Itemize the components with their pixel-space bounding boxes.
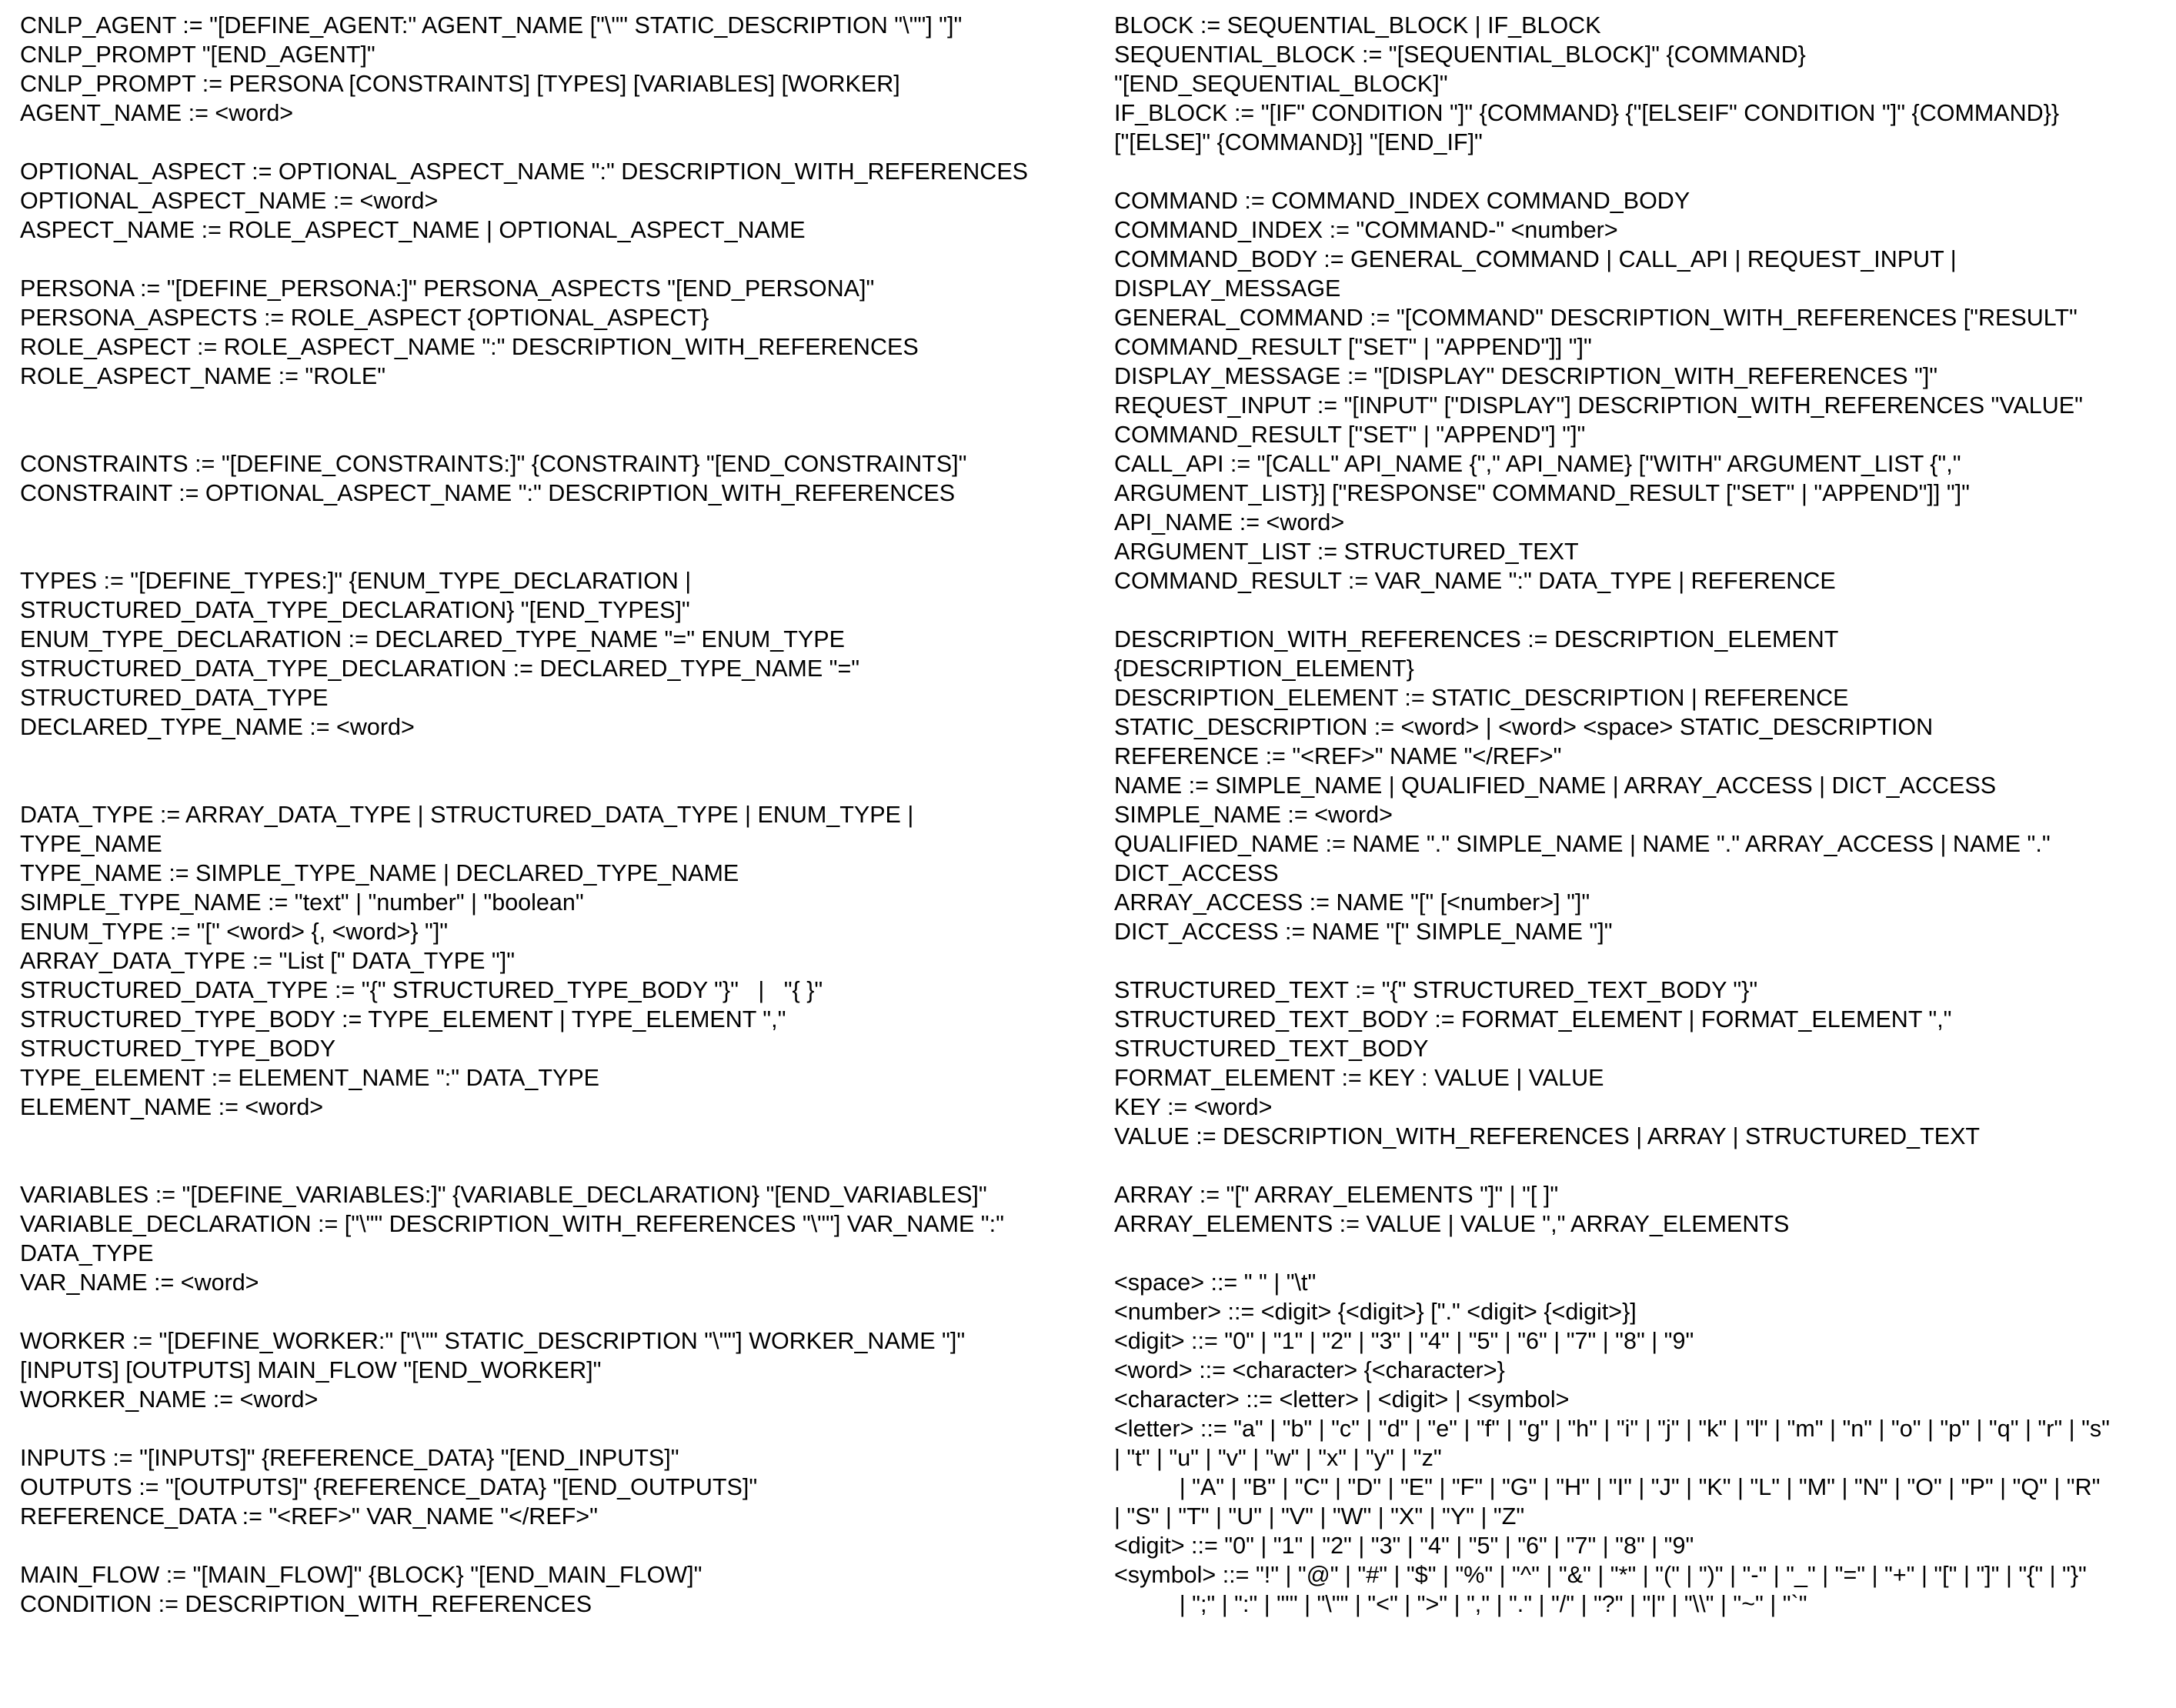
grammar-line: QUALIFIED_NAME := NAME "." SIMPLE_NAME | NAME "." ARRAY_ACCESS | NAME "."	[1114, 831, 2051, 857]
grammar-line: OPTIONAL_ASPECT_NAME := <word>	[20, 188, 439, 214]
grammar-line: DECLARED_TYPE_NAME := <word>	[20, 714, 415, 740]
blank-line	[20, 1297, 1097, 1326]
grammar-line: OPTIONAL_ASPECT := OPTIONAL_ASPECT_NAME ":" DESCRIPTION_WITH_REFERENCES	[20, 158, 1029, 185]
grammar-line: CNLP_AGENT := "[DEFINE_AGENT:" AGENT_NAME ["\"" STATIC_DESCRIPTION "\""] "]"	[20, 12, 963, 38]
grammar-line: ARRAY_DATA_TYPE := "List [" DATA_TYPE "]"	[20, 948, 516, 974]
grammar-line: REFERENCE := "<REF>" NAME "</REF>"	[1114, 743, 1562, 769]
blank-line	[1114, 1151, 2170, 1180]
blank-line	[20, 420, 1097, 449]
grammar-line: API_NAME := <word>	[1114, 509, 1345, 535]
grammar-line: <character> ::= <letter> | <digit> | <symbol>	[1114, 1386, 1570, 1413]
grammar-line: <number> ::= <digit> {<digit>} ["." <digit> {<digit>}]	[1114, 1299, 1637, 1325]
grammar-line: <letter> ::= "a" | "b" | "c" | "d" | "e" | "f" | "g" | "h" | "i" | "j" | "k" | "l" | "m" | "n" | "o" | "p" | "q" | "r" | "s"	[1114, 1416, 2110, 1442]
grammar-line: DATA_TYPE := ARRAY_DATA_TYPE | STRUCTURED_DATA_TYPE | ENUM_TYPE |	[20, 802, 914, 828]
grammar-line: CALL_API := "[CALL" API_NAME {"," API_NAME} ["WITH" ARGUMENT_LIST {","	[1114, 451, 1961, 477]
grammar-line: CONDITION := DESCRIPTION_WITH_REFERENCES	[20, 1591, 592, 1617]
blank-line	[20, 1122, 1097, 1151]
grammar-line: STRUCTURED_DATA_TYPE_DECLARATION} "[END_TYPES]"	[20, 597, 690, 623]
grammar-line: ARRAY_ELEMENTS := VALUE | VALUE "," ARRAY_ELEMENTS	[1114, 1211, 1790, 1237]
blank-line	[20, 1414, 1097, 1443]
grammar-line: ARRAY_ACCESS := NAME "[" [<number>] "]"	[1114, 889, 1590, 916]
blank-line	[1114, 946, 2170, 976]
grammar-line: COMMAND_RESULT ["SET" | "APPEND"]] "]"	[1114, 334, 1592, 360]
blank-line	[1114, 1239, 2170, 1268]
blank-line	[20, 508, 1097, 537]
grammar-line: FORMAT_ELEMENT := KEY : VALUE | VALUE	[1114, 1065, 1604, 1091]
grammar-line: ROLE_ASPECT_NAME := "ROLE"	[20, 363, 386, 389]
grammar-line: VARIABLES := "[DEFINE_VARIABLES:]" {VARIABLE_DECLARATION} "[END_VARIABLES]"	[20, 1182, 987, 1208]
grammar-line: WORKER_NAME := <word>	[20, 1386, 319, 1413]
grammar-line: STRUCTURED_DATA_TYPE_DECLARATION := DECLARED_TYPE_NAME "="	[20, 656, 860, 682]
grammar-line: STRUCTURED_DATA_TYPE := "{" STRUCTURED_TYPE_BODY "}" | "{ }"	[20, 977, 823, 1003]
grammar-line: CNLP_PROMPT "[END_AGENT]"	[20, 42, 375, 68]
blank-line	[20, 1151, 1097, 1180]
grammar-line: ARGUMENT_LIST := STRUCTURED_TEXT	[1114, 539, 1579, 565]
grammar-line: <digit> ::= "0" | "1" | "2" | "3" | "4" | "5" | "6" | "7" | "8" | "9"	[1114, 1533, 1694, 1559]
grammar-line: CONSTRAINTS := "[DEFINE_CONSTRAINTS:]" {CONSTRAINT} "[END_CONSTRAINTS]"	[20, 451, 967, 477]
grammar-line: | ";" | ":" | "'" | "\"" | "<" | ">" | "," | "." | "/" | "?" | "|" | "\\" | "~" | "`"	[1114, 1591, 1807, 1617]
blank-line	[20, 128, 1097, 157]
grammar-line: ARGUMENT_LIST}] ["RESPONSE" COMMAND_RESULT ["SET" | "APPEND"]] "]"	[1114, 480, 1970, 506]
grammar-line: <word> ::= <character> {<character>}	[1114, 1357, 1505, 1383]
blank-line	[20, 391, 1097, 420]
grammar-line: SIMPLE_TYPE_NAME := "text" | "number" | "boolean"	[20, 889, 584, 916]
blank-line	[20, 245, 1097, 274]
grammar-line: TYPE_NAME	[20, 831, 162, 857]
grammar-line: IF_BLOCK := "[IF" CONDITION "]" {COMMAND} {"[ELSEIF" CONDITION "]" {COMMAND}}	[1114, 100, 2060, 126]
grammar-line: STRUCTURED_TYPE_BODY	[20, 1036, 336, 1062]
blank-line	[20, 537, 1097, 566]
grammar-line: GENERAL_COMMAND := "[COMMAND" DESCRIPTION_WITH_REFERENCES ["RESULT"	[1114, 305, 2078, 331]
grammar-right-column	[1114, 11, 2170, 1619]
grammar-line: SEQUENTIAL_BLOCK := "[SEQUENTIAL_BLOCK]" {COMMAND}	[1114, 42, 1806, 68]
grammar-line: STRUCTURED_TEXT_BODY := FORMAT_ELEMENT | FORMAT_ELEMENT ","	[1114, 1006, 1952, 1032]
grammar-line: VALUE := DESCRIPTION_WITH_REFERENCES | ARRAY | STRUCTURED_TEXT	[1114, 1123, 1981, 1149]
grammar-line: VAR_NAME := <word>	[20, 1269, 259, 1296]
grammar-line: STATIC_DESCRIPTION := <word> | <word> <space> STATIC_DESCRIPTION	[1114, 714, 1934, 740]
grammar-line: | "A" | "B" | "C" | "D" | "E" | "F" | "G" | "H" | "I" | "J" | "K" | "L" | "M" | "N" | "O" | "P" | "Q" | "R"	[1114, 1474, 2101, 1500]
grammar-line: COMMAND_RESULT := VAR_NAME ":" DATA_TYPE | REFERENCE	[1114, 568, 1836, 594]
grammar-line: <space> ::= " " | "\t"	[1114, 1269, 1317, 1296]
grammar-line: STRUCTURED_DATA_TYPE	[20, 685, 329, 711]
grammar-line: PERSONA_ASPECTS := ROLE_ASPECT {OPTIONAL_ASPECT}	[20, 305, 709, 331]
grammar-line: DISPLAY_MESSAGE	[1114, 275, 1341, 302]
grammar-line: MAIN_FLOW := "[MAIN_FLOW]" {BLOCK} "[END_MAIN_FLOW]"	[20, 1562, 703, 1588]
grammar-line: ROLE_ASPECT := ROLE_ASPECT_NAME ":" DESCRIPTION_WITH_REFERENCES	[20, 334, 919, 360]
grammar-line: WORKER := "[DEFINE_WORKER:" ["\"" STATIC_DESCRIPTION "\""] WORKER_NAME "]"	[20, 1328, 966, 1354]
grammar-line: | "t" | "u" | "v" | "w" | "x" | "y" | "z"	[1114, 1445, 1442, 1471]
blank-line	[1114, 595, 2170, 625]
grammar-line: AGENT_NAME := <word>	[20, 100, 294, 126]
grammar-line: COMMAND_BODY := GENERAL_COMMAND | CALL_API | REQUEST_INPUT |	[1114, 246, 1957, 272]
grammar-line: DICT_ACCESS := NAME "[" SIMPLE_NAME "]"	[1114, 919, 1613, 945]
grammar-line: [INPUTS] [OUTPUTS] MAIN_FLOW "[END_WORKER]"	[20, 1357, 602, 1383]
grammar-line: COMMAND := COMMAND_INDEX COMMAND_BODY	[1114, 188, 1690, 214]
grammar-line: BLOCK := SEQUENTIAL_BLOCK | IF_BLOCK	[1114, 12, 1601, 38]
grammar-line: STRUCTURED_TEXT_BODY	[1114, 1036, 1429, 1062]
grammar-left-column	[20, 11, 1097, 1619]
grammar-line: ELEMENT_NAME := <word>	[20, 1094, 324, 1120]
grammar-line: COMMAND_RESULT ["SET" | "APPEND"] "]"	[1114, 422, 1586, 448]
grammar-line: VARIABLE_DECLARATION := ["\"" DESCRIPTION_WITH_REFERENCES "\""] VAR_NAME ":"	[20, 1211, 1004, 1237]
grammar-line: SIMPLE_NAME := <word>	[1114, 802, 1393, 828]
grammar-line: DESCRIPTION_WITH_REFERENCES := DESCRIPTION_ELEMENT	[1114, 626, 1839, 652]
grammar-line: INPUTS := "[INPUTS]" {REFERENCE_DATA} "[END_INPUTS]"	[20, 1445, 679, 1471]
grammar-line: <digit> ::= "0" | "1" | "2" | "3" | "4" | "5" | "6" | "7" | "8" | "9"	[1114, 1328, 1694, 1354]
grammar-line: DESCRIPTION_ELEMENT := STATIC_DESCRIPTION | REFERENCE	[1114, 685, 1849, 711]
grammar-line: TYPES := "[DEFINE_TYPES:]" {ENUM_TYPE_DECLARATION |	[20, 568, 692, 594]
grammar-line: DATA_TYPE	[20, 1240, 154, 1266]
grammar-line: ARRAY := "[" ARRAY_ELEMENTS "]" | "[ ]"	[1114, 1182, 1559, 1208]
grammar-line: STRUCTURED_TYPE_BODY := TYPE_ELEMENT | TYPE_ELEMENT ","	[20, 1006, 786, 1032]
blank-line	[20, 742, 1097, 771]
grammar-line: PERSONA := "[DEFINE_PERSONA:]" PERSONA_ASPECTS "[END_PERSONA]"	[20, 275, 875, 302]
grammar-line: COMMAND_INDEX := "COMMAND-" <number>	[1114, 217, 1618, 243]
grammar-line: ENUM_TYPE_DECLARATION := DECLARED_TYPE_NAME "=" ENUM_TYPE	[20, 626, 845, 652]
grammar-line: DISPLAY_MESSAGE := "[DISPLAY" DESCRIPTION_WITH_REFERENCES "]"	[1114, 363, 1938, 389]
grammar-line: CONSTRAINT := OPTIONAL_ASPECT_NAME ":" DESCRIPTION_WITH_REFERENCES	[20, 480, 956, 506]
grammar-line: ["[ELSE]" {COMMAND}] "[END_IF]"	[1114, 129, 1483, 155]
grammar-line: ENUM_TYPE := "[" <word> {, <word>} "]"	[20, 919, 449, 945]
grammar-line: ASPECT_NAME := ROLE_ASPECT_NAME | OPTIONAL_ASPECT_NAME	[20, 217, 806, 243]
grammar-line: KEY := <word>	[1114, 1094, 1273, 1120]
grammar-line: CNLP_PROMPT := PERSONA [CONSTRAINTS] [TYPES] [VARIABLES] [WORKER]	[20, 71, 900, 97]
grammar-line: TYPE_NAME := SIMPLE_TYPE_NAME | DECLARED_TYPE_NAME	[20, 860, 739, 886]
grammar-line: <symbol> ::= "!" | "@" | "#" | "$" | "%" | "^" | "&" | "*" | "(" | ")" | "-" | "_" | "=" | "+" | "[" | "]" | "{" | "}"	[1114, 1562, 2087, 1588]
grammar-line: DICT_ACCESS	[1114, 860, 1279, 886]
grammar-line: "[END_SEQUENTIAL_BLOCK]"	[1114, 71, 1448, 97]
grammar-line: | "S" | "T" | "U" | "V" | "W" | "X" | "Y" | "Z"	[1114, 1503, 1525, 1530]
grammar-line: OUTPUTS := "[OUTPUTS]" {REFERENCE_DATA} "[END_OUTPUTS]"	[20, 1474, 758, 1500]
blank-line	[20, 771, 1097, 800]
grammar-line: STRUCTURED_TEXT := "{" STRUCTURED_TEXT_BODY "}"	[1114, 977, 1758, 1003]
grammar-line: REQUEST_INPUT := "[INPUT" ["DISPLAY"] DESCRIPTION_WITH_REFERENCES "VALUE"	[1114, 392, 2083, 419]
grammar-line: {DESCRIPTION_ELEMENT}	[1114, 656, 1414, 682]
grammar-line: REFERENCE_DATA := "<REF>" VAR_NAME "</REF>"	[20, 1503, 598, 1530]
blank-line	[1114, 157, 2170, 186]
blank-line	[20, 1531, 1097, 1560]
grammar-line: NAME := SIMPLE_NAME | QUALIFIED_NAME | ARRAY_ACCESS | DICT_ACCESS	[1114, 772, 1997, 799]
grammar-line: TYPE_ELEMENT := ELEMENT_NAME ":" DATA_TYPE	[20, 1065, 600, 1091]
